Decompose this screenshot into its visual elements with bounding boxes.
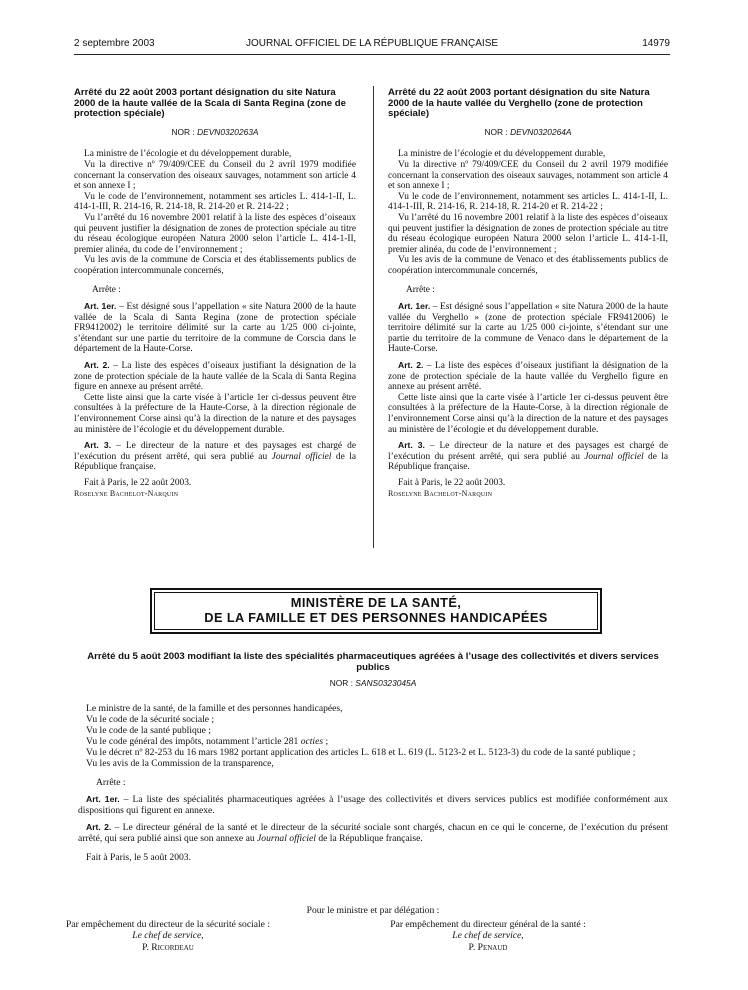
left-intro-2: Vu le code de l’environnement, notamment ses articles L. 414-1-II, L. 414-1-III, R. 214-16, R. 214-18, R. 214-20 et R. 214-22 ;	[74, 191, 356, 213]
right-intro-4: Vu les avis de la commune de Venaco et des établissements publics de coopération intercommunale concernés,	[388, 255, 668, 276]
main-decree-title: Arrêté du 5 août 2003 modifiant la liste des spécialités pharmaceutiques agréées à l’usage des collectivités et divers services publics	[87, 651, 659, 673]
main-intro-4: Vu le code général des impôts, notamment l’article 281 octies ;	[86, 735, 329, 747]
main-intro-1: Le ministre de la santé, de la famille et des personnes handicapées,	[86, 702, 343, 714]
left-intro-0: La ministre de l’écologie et du développement durable,	[84, 149, 292, 160]
right-article-3: Art. 3. – Le directeur de la nature et des paysages est chargé de l’exécution du présent arrêté, qui sera publié au Journal officiel de la République française.	[388, 440, 669, 473]
signature-health: Par empêchement du directeur général de la santé : Le chef de service, P. Penaud	[390, 918, 586, 953]
left-article-2-p2: Cette liste ainsi que la carte visée à l’article 1er ci-dessus peuvent être consultées à la préfecture de la Haute-Corse, à la direction régionale de l’environnement Corse ainsi qu’à la direction de la nature et des paysages au ministère de l’écologie et du développement durable.	[74, 392, 356, 435]
main-nor-code: SANS0323045A	[355, 677, 417, 688]
header-date: 2 septembre 2003	[74, 38, 155, 49]
main-intro-2: Vu le code de la sécurité sociale ;	[86, 713, 215, 725]
main-nor: NOR : SANS0323045A	[329, 677, 417, 688]
signature-social-security: Par empêchement du directeur de la sécurité sociale : Le chef de service, P. Ricordeau	[65, 918, 271, 953]
right-article-1: Art. 1er. – Est désigné sous l’appellation « site Natura 2000 de la haute vallée du Verghello » (zone de protection spéciale FR9412006) le territoire délimité sur la carte au 1/25 000 ci-jointe, s’étendant sur une partie du territoire de la commune de Venaco dans le département de la Haute-Corse.	[388, 301, 669, 355]
ministry-line-1: MINISTÈRE DE LA SANTÉ,	[290, 595, 462, 610]
right-article-2-p2: Cette liste ainsi que la carte visée à l’article 1er ci-dessus peuvent être consultées à la préfecture de la Haute-Corse, à la direction régionale de l’environnement Corse ainsi qu’à la direction de la nature et des paysages au ministère de l’écologie et du développement durable.	[388, 392, 668, 435]
signature-section	[65, 905, 668, 965]
right-arrete: Arrête :	[406, 284, 435, 295]
right-nor: NOR : DEVN0320264A	[484, 126, 572, 137]
header-page-number: 14979	[642, 38, 670, 49]
delegation-line: Pour le ministre et par délégation :	[306, 905, 440, 916]
page-header	[74, 38, 670, 52]
left-article-3: Art. 3. – Le directeur de la nature et des paysages est chargé de l’exécution du présent arrêté, qui sera publié au Journal officiel de la République française.	[74, 440, 356, 473]
main-arrete: Arrête :	[96, 776, 126, 788]
right-decree-title: Arrêté du 22 août 2003 portant désignation du site Natura 2000 de la haute vallée du Verghello (zone de protection spéciale)	[388, 87, 650, 120]
left-arrete: Arrête :	[92, 284, 121, 295]
right-signature: Roselyne Bachelot-Narquin	[388, 488, 493, 498]
left-article-2: Art. 2. – La liste des espèces d’oiseaux justifiant la désignation de la zone de protection spéciale de la haute vallée de la Scala di Santa Regina figure en annexe au présent arrêté.	[74, 360, 356, 393]
ministry-line-2: DE LA FAMILLE ET DES PERSONNES HANDICAPÉES	[204, 610, 548, 625]
header-rule	[74, 54, 670, 55]
right-intro-3: Vu l’arrêté du 16 novembre 2001 relatif à la liste des espèces d’oiseaux qui peuvent justifier la désignation de zones de protection spéciale au titre du réseau écologique européen Natura 2000 selon l’article L. 414-1-II, premier alinéa, du code de l’environnement ;	[388, 212, 668, 255]
left-article-1: Art. 1er. – Est désigné sous l’appellation « site Natura 2000 de la haute vallée de la Scala di Santa Regina (zone de protection spéciale FR9412002) le territoire délimité sur la carte au 1/25 000 ci-jointe, s’étendant sur une partie du territoire de la commune de Corscia dans le département de la Haute-Corse.	[74, 301, 357, 355]
main-article-1: Art. 1er. – La liste des spécialités pharmaceutiques agréées à l’usage des collectivités et divers services publics est modifiée conformément aux dispositions qui figurent en annexe.	[78, 793, 668, 816]
main-fait: Fait à Paris, le 5 août 2003.	[86, 851, 191, 863]
main-intro-6: Vu les avis de la Commission de la transparence,	[86, 757, 274, 769]
main-article-2: Art. 2. – Le directeur général de la santé et le directeur de la sécurité sociale sont chargés, chacun en ce qui le concerne, de l’exécution du présent arrêté, qui sera publié ainsi que son annexe au Journal officiel de la République française.	[78, 821, 668, 844]
ministry-heading-box	[150, 588, 602, 634]
left-column-decree	[74, 88, 356, 499]
left-intro-1: Vu la directive nº 79/409/CEE du Conseil du 2 avril 1979 modifiée concernant la conservation des oiseaux sauvages, notamment son article 4 et son annexe I ;	[74, 159, 356, 192]
left-signature: Roselyne Bachelot-Narquin	[74, 488, 179, 498]
header-journal-title: JOURNAL OFFICIEL DE LA RÉPUBLIQUE FRANÇAISE	[245, 38, 499, 49]
right-column-decree	[388, 88, 668, 499]
right-intro-2: Vu le code de l’environnement, notamment ses articles L. 414-1-II, L. 414-1-III, R. 214-16, R. 214-18, R. 214-20 et R. 214-22 ;	[388, 191, 668, 213]
right-fait: Fait à Paris, le 22 août 2003.	[398, 478, 506, 488]
left-intro-4: Vu les avis de la commune de Corscia et des établissements publics de coopération intercommunale concernés,	[74, 255, 356, 276]
main-intro-5: Vu le décret nº 82-253 du 16 mars 1982 portant application des articles L. 618 et L. 619 (L. 5123-2 et L. 5123-3) du code de la santé publique ;	[86, 746, 636, 758]
left-nor-code: DEVN0320263A	[197, 126, 259, 137]
left-intro-3: Vu l’arrêté du 16 novembre 2001 relatif à la liste des espèces d’oiseaux qui peuvent justifier la désignation de zones de protection spéciale au titre du réseau écologique européen Natura 2000 selon l’article L. 414-1-II, premier alinéa, du code de l’environnement ;	[74, 212, 356, 255]
main-decree	[78, 652, 668, 863]
right-intro-0: La ministre de l’écologie et du développement durable,	[398, 149, 606, 160]
right-nor-code: DEVN0320264A	[510, 126, 572, 137]
left-decree-title: Arrêté du 22 août 2003 portant désignation du site Natura 2000 de la haute vallée de la Scala di Santa Regina (zone de protection spéciale)	[74, 87, 346, 120]
main-intro-3: Vu le code de la santé publique ;	[86, 724, 211, 736]
right-article-2: Art. 2. – La liste des espèces d’oiseaux justifiant la désignation de la zone de protection spéciale de la haute vallée du Verghello figure en annexe au présent arrêté.	[388, 360, 668, 393]
right-intro-1: Vu la directive nº 79/409/CEE du Conseil du 2 avril 1979 modifiée concernant la conservation des oiseaux sauvages, notamment son article 4 et son annexe I ;	[388, 159, 668, 192]
column-divider	[373, 86, 374, 548]
left-nor: NOR : DEVN0320263A	[171, 126, 259, 137]
left-fait: Fait à Paris, le 22 août 2003.	[84, 478, 192, 488]
